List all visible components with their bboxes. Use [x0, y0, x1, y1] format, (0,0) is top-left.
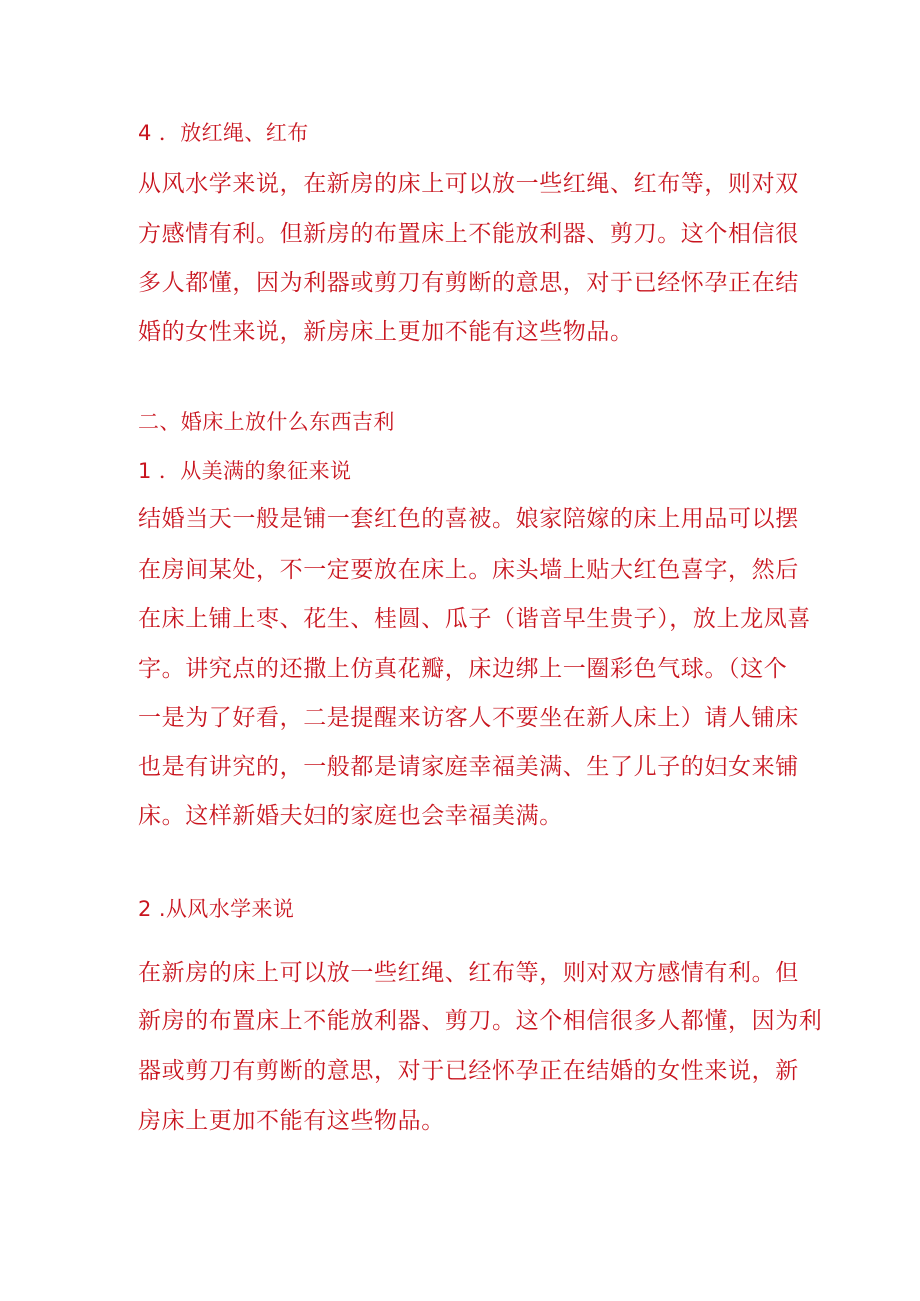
- subsection-2-paragraph-line: 房床上更加不能有这些物品。: [138, 1108, 445, 1134]
- subsection-2-paragraph-line: 在新房的床上可以放一些红绳、红布等，则对双方感情有利。但: [138, 960, 799, 986]
- subsection-1-heading: 1 ．从美满的象征来说: [138, 459, 352, 483]
- subsection-1-paragraph-line: 一是为了好看，二是提醒来访客人不要坐在新人床上）请人铺床: [138, 705, 799, 731]
- subsection-1-paragraph-line: 结婚当天一般是铺一套红色的喜被。娘家陪嫁的床上用品可以摆: [138, 506, 799, 532]
- section-4-paragraph-line: 多人都懂，因为利器或剪刀有剪断的意思，对于已经怀孕正在结: [138, 270, 799, 296]
- subsection-2-paragraph-line: 器或剪刀有剪断的意思，对于已经怀孕正在结婚的女性来说，新: [138, 1058, 799, 1084]
- subsection-2-paragraph-line: 新房的布置床上不能放利器、剪刀。这个相信很多人都懂，因为利: [138, 1008, 823, 1034]
- subsection-1-paragraph-line: 在床上铺上枣、花生、桂圆、瓜子（谐音早生贵子），放上龙凤喜: [138, 606, 811, 632]
- subsection-1-paragraph-line: 床。这样新婚夫妇的家庭也会幸福美满。: [138, 803, 563, 829]
- section-4-paragraph-line: 从风水学来说，在新房的床上可以放一些红绳、红布等，则对双: [138, 171, 799, 197]
- section-4-paragraph-line: 方感情有利。但新房的布置床上不能放利器、剪刀。这个相信很: [138, 221, 799, 247]
- section-4-paragraph-line: 婚的女性来说，新房床上更加不能有这些物品。: [138, 319, 634, 345]
- part-2-heading: 二、婚床上放什么东西吉利: [138, 410, 395, 434]
- section-4-heading: 4 ．放红绳、红布: [138, 121, 309, 145]
- subsection-2-heading: 2 .从风水学来说: [138, 897, 295, 921]
- subsection-1-paragraph-line: 字。讲究点的还撒上仿真花瓣，床边绑上一圈彩色气球。（这个: [138, 656, 788, 682]
- subsection-1-paragraph-line: 也是有讲究的，一般都是请家庭幸福美满、生了儿子的妇女来铺: [138, 754, 799, 780]
- subsection-1-paragraph-line: 在房间某处，不一定要放在床上。床头墙上贴大红色喜字，然后: [138, 557, 799, 583]
